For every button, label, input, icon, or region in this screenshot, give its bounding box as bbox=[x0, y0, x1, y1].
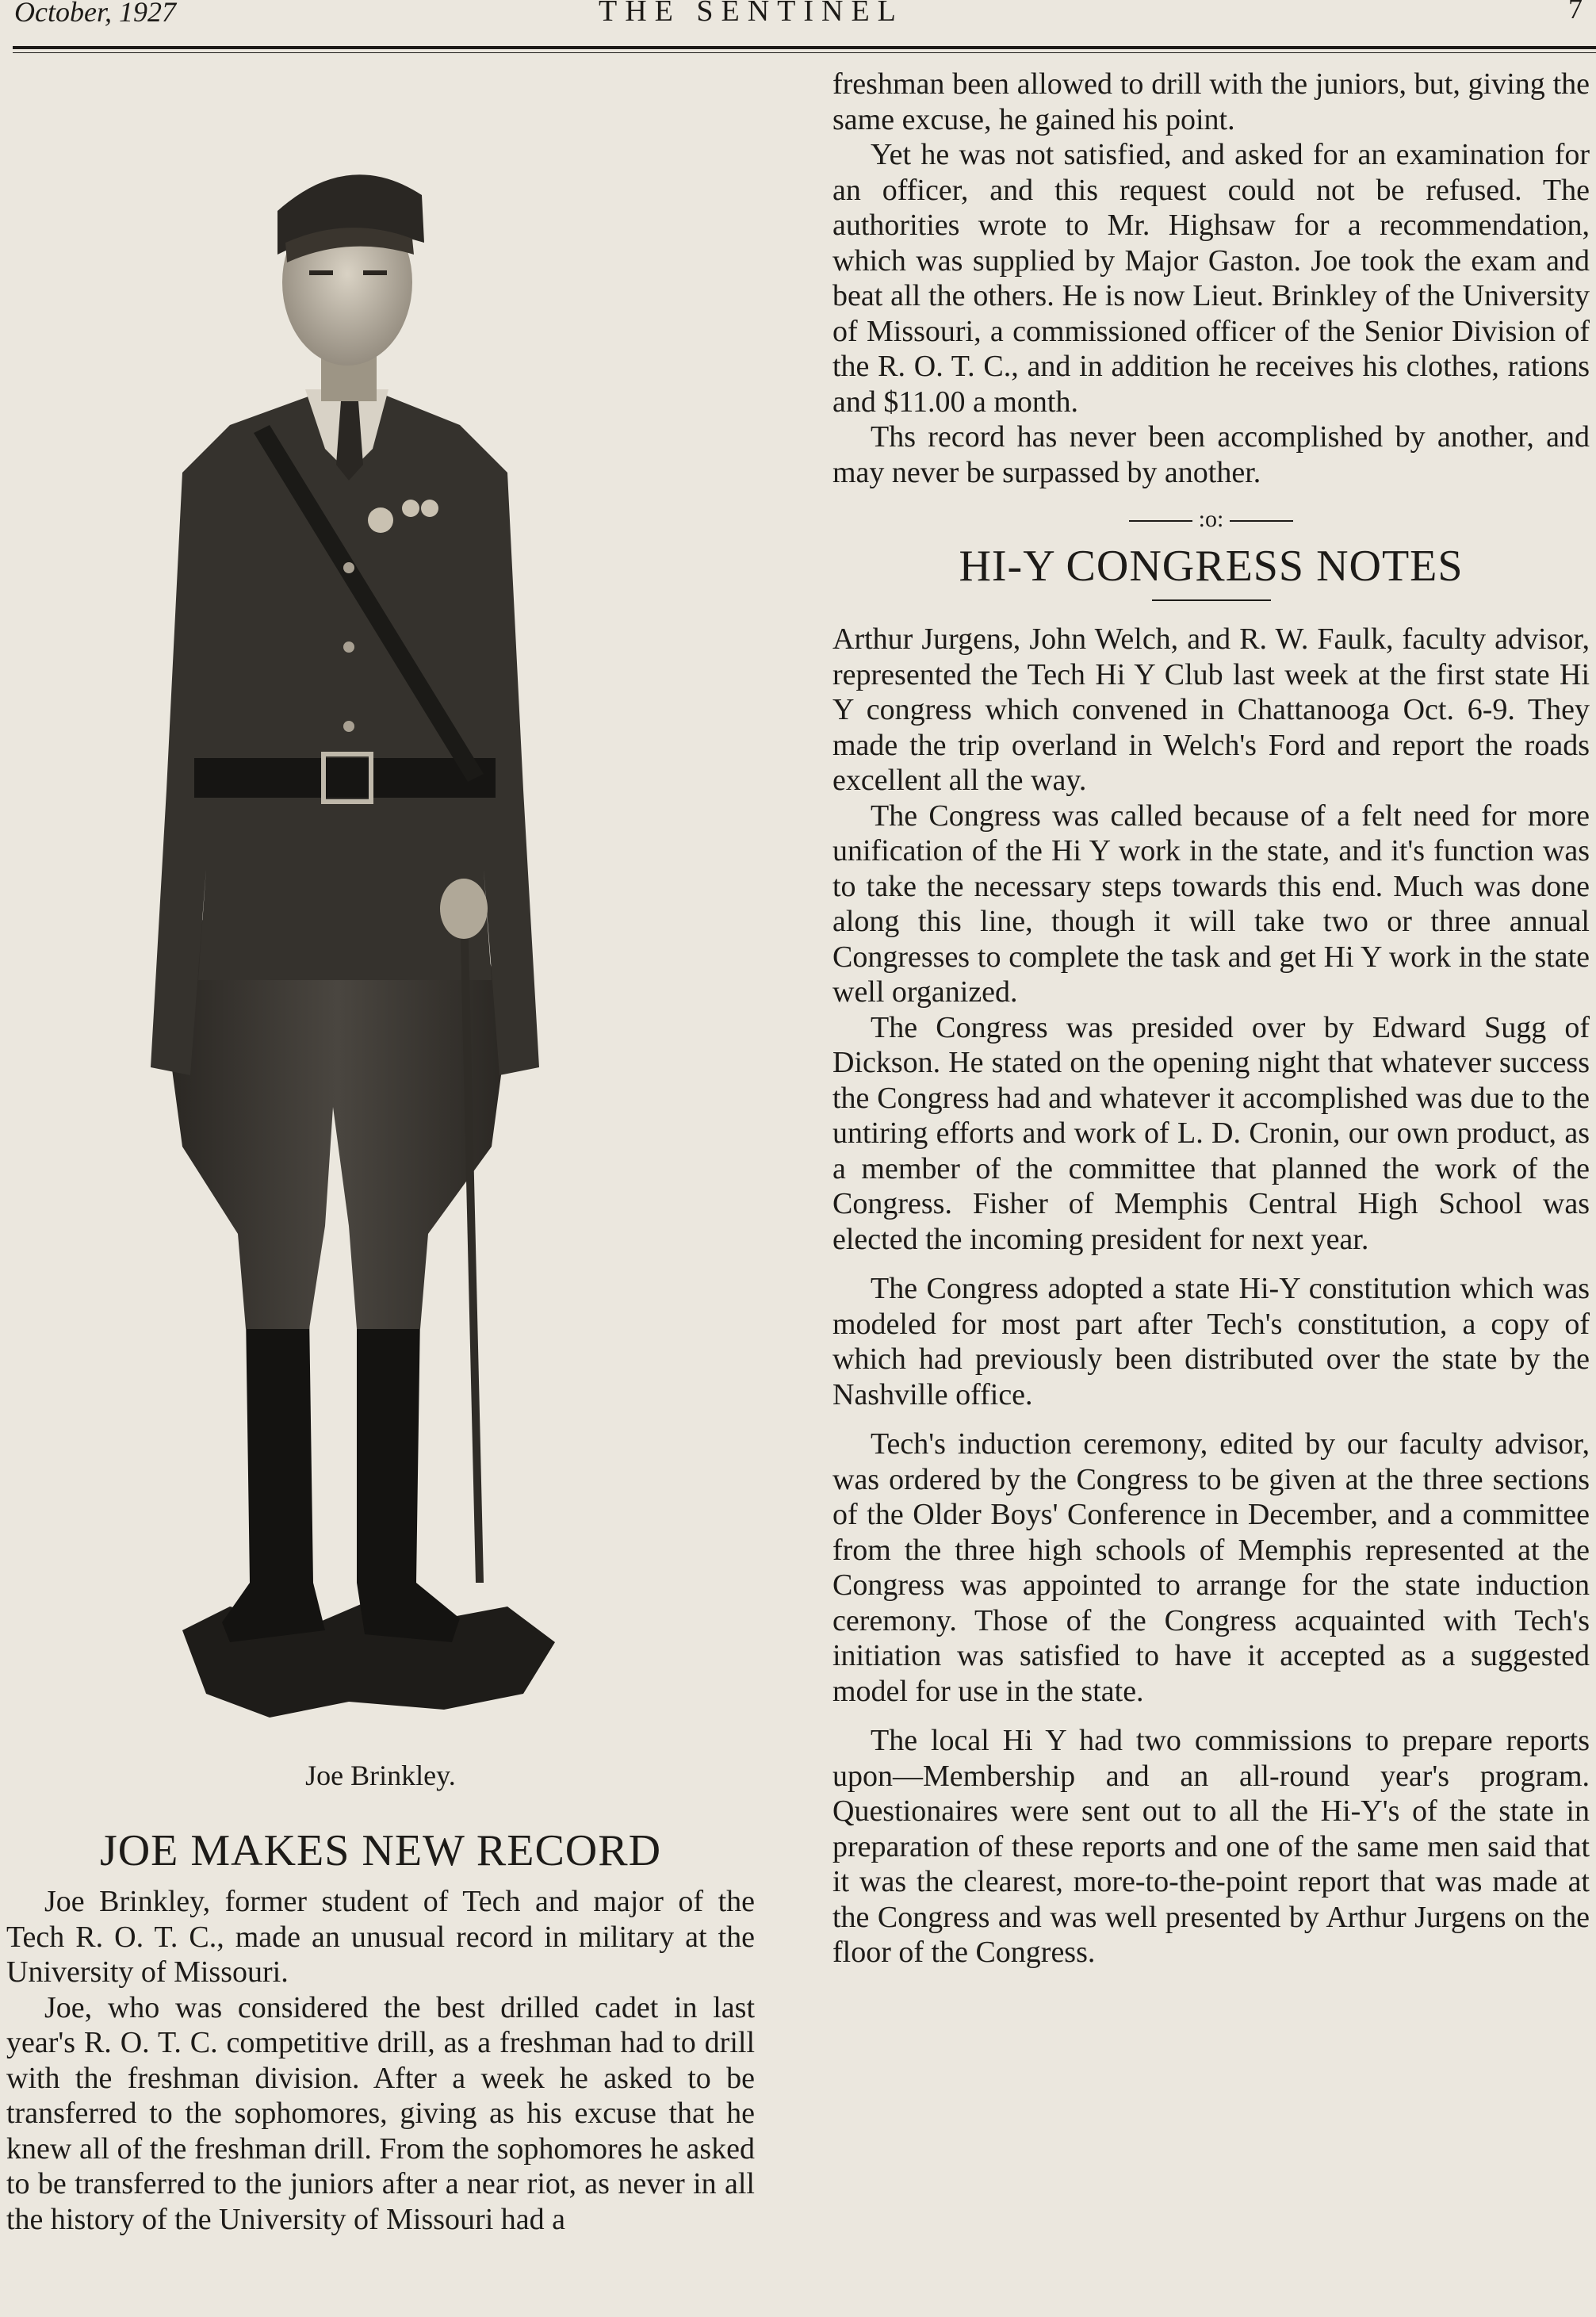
separator-line bbox=[1230, 520, 1293, 522]
article-joe-continuation bbox=[832, 67, 1590, 490]
headline-rule bbox=[1152, 599, 1271, 601]
paragraph: Tech's induction ceremony, edited by our faculty advisor, was ordered by the Congress to be given at the three sections of the Older Boys' Conference in December, and a committee from the three high schools of Memphis represented at the Congress was appointed to arrange for the state induction ceremony. Those of the Congress acquainted with Tech's initiation was satisfied to have it accepted as a suggested model for use in the state. bbox=[832, 1427, 1590, 1708]
publication-title: THE SENTINEL bbox=[599, 0, 904, 28]
paragraph: The Congress adopted a state Hi-Y constitution which was modeled for most part after Tech's constitution, a copy of which had previously been distributed over the state by the Nashville office. bbox=[832, 1272, 1590, 1411]
paragraph: Joe, who was considered the best drilled cadet in last year's R. O. T. C. competitive drill, as a freshman had to drill with the freshman division. After a week he asked to be transferred to the sophomores, giving as his excuse that he knew all of the freshman drill. From the sophomores he asked to be transferred to the juniors after a near riot, as never in all the history of the University of Missouri had a bbox=[6, 1990, 755, 2236]
right-column bbox=[832, 67, 1590, 1970]
article-joe-record bbox=[6, 1825, 755, 2237]
paragraph: Joe Brinkley, former student of Tech and major of the Tech R. O. T. C., made an unusual record in military at the University of Missouri. bbox=[6, 1885, 755, 1989]
paragraph: Arthur Jurgens, John Welch, and R. W. Faulk, faculty advisor, represented the Tech Hi Y Club last week at the first state Hi Y congress which convened in Chattanooga Oct. 6-9. They made the trip overland in Welch's Ford and report the roads excellent all the way. bbox=[832, 622, 1590, 797]
photo-caption: Joe Brinkley. bbox=[305, 1760, 456, 1791]
paragraph: Yet he was not satisfied, and asked for an examination for an officer, and this request could not be refused. The authorities wrote to Mr. Highsaw for a recommendation, which was supplied by Major Gaston. Joe took the exam and beat all the others. He is now Lieut. Brinkley of the University of Missouri, a commissioned officer of the Senior Division of the R. O. T. C., and in addition he receives his clothes, rations and $11.00 a month. bbox=[832, 138, 1590, 419]
headline-hi-y-congress: HI-Y CONGRESS NOTES bbox=[959, 542, 1464, 591]
headline-joe-record: JOE MAKES NEW RECORD bbox=[99, 1826, 662, 1875]
paragraph: freshman been allowed to drill with the juniors, but, giving the same excuse, he gained his point. bbox=[832, 67, 1590, 136]
paragraph: The Congress was called because of a felt need for more unification of the Hi Y work in the state, and it's function was to take the necessary steps towards this end. Much was done along this line, though it will take two or three annual Congresses to complete the task and get Hi Y work in the state well organized. bbox=[832, 799, 1590, 1009]
cadet-photograph bbox=[111, 76, 666, 1733]
header-rule-thin bbox=[13, 52, 1596, 53]
header-rule bbox=[13, 46, 1596, 49]
separator-mark: :o: bbox=[1198, 506, 1224, 532]
article-joe-body bbox=[6, 1884, 755, 2237]
article-hi-y-body bbox=[832, 622, 1590, 1970]
separator-line bbox=[1129, 520, 1192, 522]
page-number: 7 bbox=[1568, 0, 1583, 25]
paragraph: Ths record has never been accomplished by another, and may never be surpassed by another. bbox=[832, 420, 1590, 489]
issue-date: October, 1927 bbox=[14, 0, 176, 28]
paragraph: The local Hi Y had two commissions to prepare reports upon—Membership and an all-round year's program. Questionaires were sent out to all the Hi-Y's of the state in preparation of these reports and one of the same men said that it was the clearest, more-to-the-point report that was made at the Congress and was well presented by Arthur Jurgens on the floor of the Congress. bbox=[832, 1724, 1590, 1969]
section-separator bbox=[832, 506, 1590, 533]
paragraph: The Congress was presided over by Edward Sugg of Dickson. He stated on the opening night that whatever success the Congress had and whatever it accomplished was due to the untiring efforts and work of L. D. Cronin, our own product, as a member of the committee that planned the work of the Congress. Fisher of Memphis Central High School was elected the incoming president for next year. bbox=[832, 1010, 1590, 1256]
